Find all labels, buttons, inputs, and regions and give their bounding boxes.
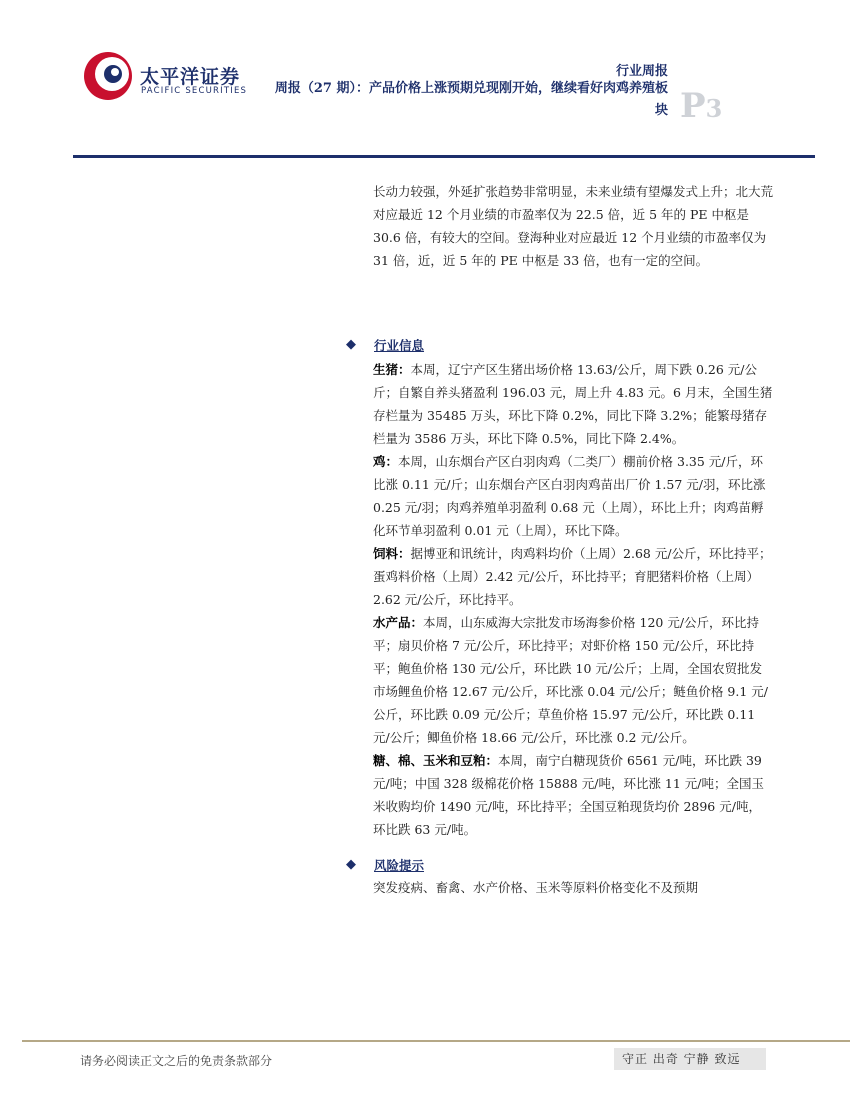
info-item-feed [373,542,773,611]
footer-disclaimer: 请务必阅读正文之后的免责条款部分 [80,1054,273,1068]
page-number [680,86,722,126]
info-item-hog [373,358,773,450]
info-text: 本周，辽宁产区生猪出场价格 13.63/公斤，周下跌 0.26 元/公斤；自繁自养头猪盈利 196.03 元，周上升 4.83 元。6 月末，全国生猪存栏量为 35485 万头，环比下降 0.2%，同比下降 3.2%；能繁母猪存栏量为 3586 万头，环比下降 0.5%，同比下降 2.4%。 [373,362,773,446]
risk-text: 突发疫病、畜禽、水产价格、玉米等原料价格变化不及预期 [373,880,699,895]
risk-title: 风险提示 [374,858,425,873]
brand-name-cn: 太平洋证券 [140,66,241,88]
info-text: 据博亚和讯统计，肉鸡料均价（上周）2.68 元/公斤，环比持平；蛋鸡料价格（上周）2.42 元/公斤，环比持平；育肥猪料价格（上周）2.62 元/公斤，环比持平。 [373,546,772,607]
diamond-bullet-icon: ◆ [346,337,356,352]
info-label: 水产品： [373,615,424,630]
footer-motto: 守正 出奇 宁静 致远 [614,1048,766,1070]
info-item-aquatic [373,611,773,749]
info-text: 本周，山东烟台产区白羽肉鸡（二类厂）棚前价格 3.35 元/斤，环比涨 0.11 元/斤；山东烟台产区白羽肉鸡苗出厂价 1.57 元/羽，环比涨 0.25 元/羽；肉鸡养殖单羽盈利 0.68 元（上周），环比上升；肉鸡苗孵化环节单羽盈利 0.01 元（上周），环比下降。 [373,454,766,538]
info-label: 糖、棉、玉米和豆粕： [373,753,499,768]
info-text: 本周，山东威海大宗批发市场海参价格 120 元/公斤，环比持平；扇贝价格 7 元/公斤，环比持平；对虾价格 150 元/公斤，环比持平；鲍鱼价格 130 元/公斤，环比跌 10 元/公斤；上周，全国农贸批发市场鲤鱼价格 12.67 元/公斤，环比涨 0.04 元/公斤；鲢鱼价格 9.1 元/公斤，环比跌 0.09 元/公斤；草鱼价格 15.97 元/公斤，环比跌 0.11 元/公斤；鲫鱼价格 18.66 元/公斤，环比涨 0.2 元/公斤。 [373,615,768,745]
pacific-securities-logo [78,44,138,104]
header-divider [73,155,815,158]
intro-paragraph [373,180,773,272]
info-item-commodities [373,749,773,841]
report-title: 周报（27 期）：产品价格上涨预期兑现刚开始，继续看好肉鸡养殖板块 [274,81,668,118]
info-label: 生猪： [373,362,411,377]
info-label: 鸡： [373,454,399,469]
report-type: 行业周报 [615,64,668,79]
info-text: 本周，南宁白糖现货价 6561 元/吨，环比跌 39 元/吨；中国 328 级棉花价格 15888 元/吨，环比涨 11 元/吨；全国玉米收购均价 1490 元/吨，环比持平；全国豆粕现货均价 2896 元/吨，环比跌 63 元/吨。 [373,753,765,837]
footer-divider [22,1040,850,1042]
info-item-chicken [373,450,773,542]
page-prefix: P [680,86,706,126]
industry-info-body [373,358,773,841]
info-label: 饲料： [373,546,411,561]
brand-name-en: PACIFIC SECURITIES [141,86,248,96]
intro-text: 长动力较强，外延扩张趋势非常明显，未来业绩有望爆发式上升；北大荒对应最近 12 个月业绩的市盈率仅为 22.5 倍，近 5 年的 PE 中枢是 30.6 倍，有较大的空间。登海种业对应最近 12 个月业绩的市盈率仅为 31 倍，近，近 5 年的 PE 中枢是 33 倍，也有一定的空间。 [373,184,774,268]
industry-info-title: 行业信息 [374,338,425,353]
page-digit: 3 [705,94,723,123]
diamond-bullet-icon: ◆ [346,857,356,872]
